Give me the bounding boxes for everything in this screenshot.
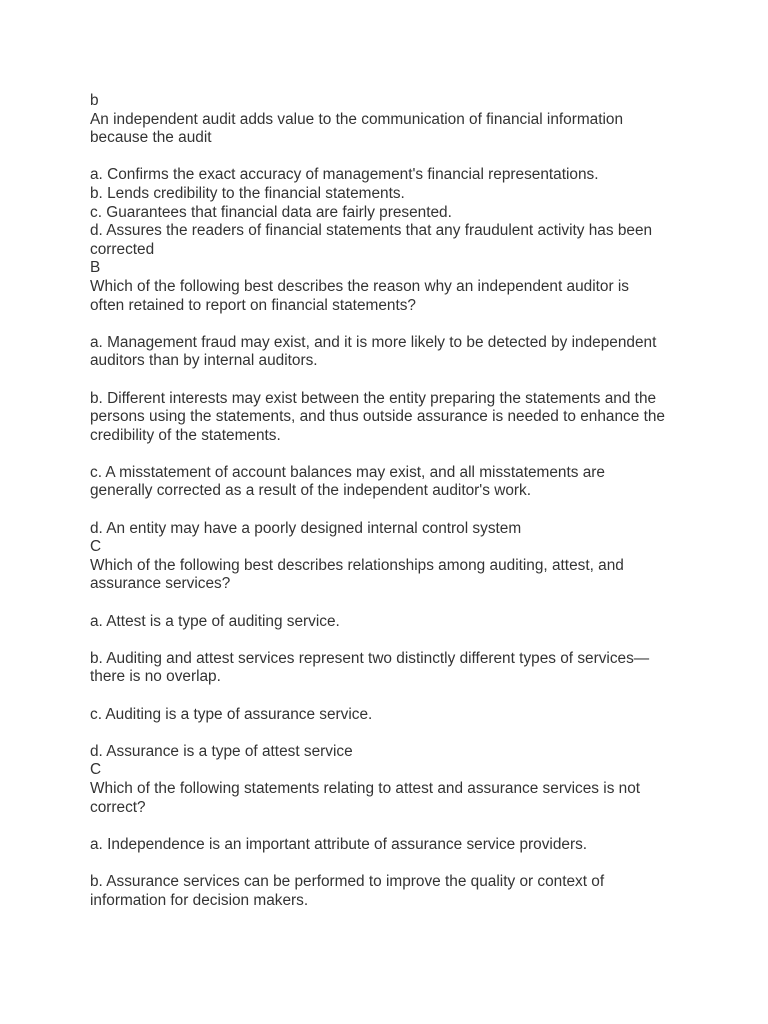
blank-line <box>90 148 690 167</box>
q1-option-c: c. Guarantees that financial data are fairly presented. <box>90 203 452 221</box>
q2-option-b-line-3: credibility of the statements. <box>90 426 281 444</box>
q3-option-b-line-1: b. Auditing and attest services represent two distinctly different types of services— <box>90 649 650 667</box>
q4-option-b-line-2: information for decision makers. <box>90 891 309 909</box>
blank-line <box>90 501 690 520</box>
question-2-line-2: often retained to report on financial statements? <box>90 296 416 314</box>
q1-option-b: b. Lends credibility to the financial statements. <box>90 184 405 202</box>
q2-option-a-line-1: a. Management fraud may exist, and it is more likely to be detected by independent <box>90 333 657 351</box>
q3-option-c: c. Auditing is a type of assurance service. <box>90 705 373 723</box>
blank-line <box>90 315 690 334</box>
q1-option-d-line-1: d. Assures the readers of financial statements that any fraudulent activity has been <box>90 222 653 240</box>
question-1-line-2: because the audit <box>90 129 212 147</box>
q1-option-a: a. Confirms the exact accuracy of management's financial representations. <box>90 166 599 184</box>
q2-option-b-line-2: persons using the statements, and thus outside assurance is needed to enhance the <box>90 408 665 426</box>
q2-option-c-line-1: c. A misstatement of account balances may exist, and all misstatements are <box>90 463 605 481</box>
blank-line <box>90 631 690 650</box>
q2-option-c-line-2: generally corrected as a result of the independent auditor's work. <box>90 482 531 500</box>
blank-line <box>90 445 690 464</box>
blank-line <box>90 371 690 390</box>
blank-line <box>90 854 690 873</box>
answer-key-1: b <box>90 92 99 109</box>
q2-option-b-line-1: b. Different interests may exist between the entity preparing the statements and the <box>90 389 657 407</box>
blank-line <box>90 724 690 743</box>
blank-line <box>90 594 690 613</box>
question-1-line-1: An independent audit adds value to the communication of financial information <box>90 110 624 128</box>
question-4-line-2: correct? <box>90 798 146 816</box>
q4-option-a: a. Independence is an important attribute of assurance service providers. <box>90 835 588 853</box>
question-3-line-1: Which of the following best describes relationships among auditing, attest, and <box>90 556 624 574</box>
blank-line <box>90 817 690 836</box>
q4-option-b-line-1: b. Assurance services can be performed to improve the quality or context of <box>90 872 605 890</box>
question-4-line-1: Which of the following statements relating to attest and assurance services is not <box>90 779 641 797</box>
answer-key-3: C <box>90 538 102 556</box>
document-page <box>90 92 690 910</box>
answer-key-2: B <box>90 259 101 277</box>
q1-option-d-line-2: corrected <box>90 240 155 258</box>
q3-option-b-line-2: there is no overlap. <box>90 668 221 686</box>
q3-option-d: d. Assurance is a type of attest service <box>90 742 353 760</box>
q2-option-d: d. An entity may have a poorly designed internal control system <box>90 519 522 537</box>
blank-line <box>90 687 690 706</box>
answer-key-4: C <box>90 761 102 779</box>
q2-option-a-line-2: auditors than by internal auditors. <box>90 352 318 370</box>
question-2-line-1: Which of the following best describes the reason why an independent auditor is <box>90 277 629 295</box>
q3-option-a: a. Attest is a type of auditing service. <box>90 612 340 630</box>
question-3-line-2: assurance services? <box>90 575 231 593</box>
